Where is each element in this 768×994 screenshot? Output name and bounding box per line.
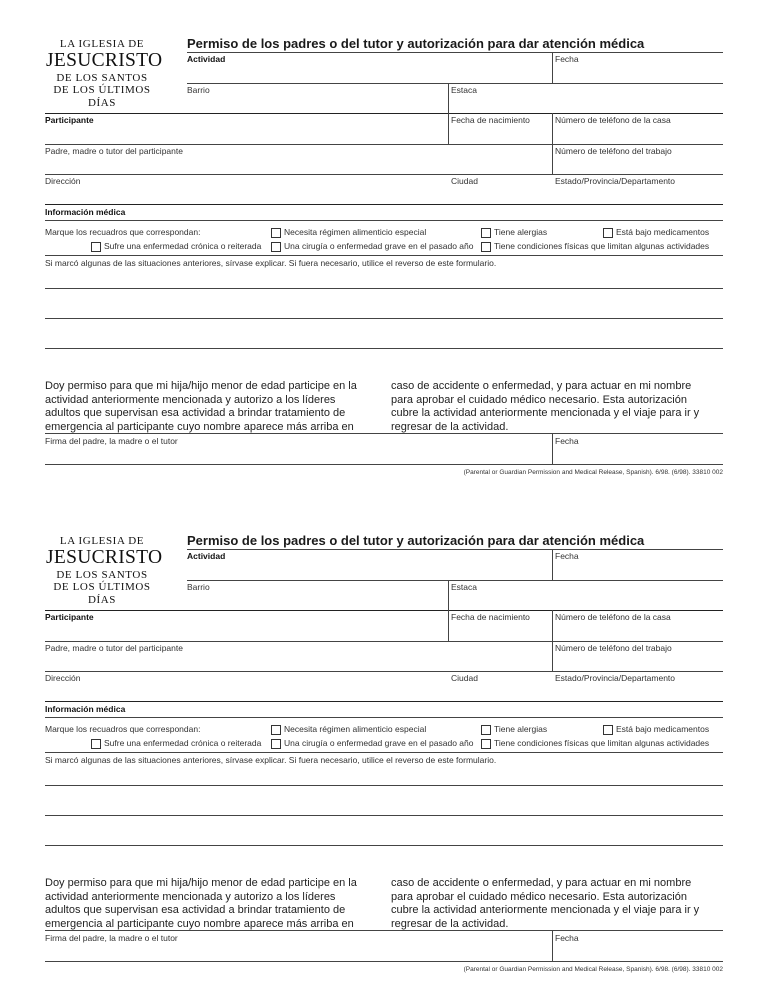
church-logo: [46, 38, 163, 110]
logo-line-2: JESUCRISTO: [46, 547, 163, 568]
logo-line-4: DE LOS ÚLTIMOS DÍAS: [53, 581, 151, 606]
padre-field[interactable]: [45, 671, 723, 672]
tel-casa-label: Número de teléfono de la casa: [555, 115, 671, 125]
estaca-label: Estaca: [451, 582, 477, 592]
ciudad-label: Ciudad: [451, 673, 478, 683]
actividad-label: Actividad: [187, 54, 226, 64]
option-condiciones: Tiene condiciones físicas que limitan algunas actividades: [494, 738, 710, 748]
direccion-field[interactable]: [45, 701, 723, 702]
form-footer: (Parental or Guardian Permission and Medical Release, Spanish). 6/98. (6/98). 33810 002: [463, 469, 723, 476]
barrio-field[interactable]: [45, 610, 723, 611]
permission-text-col2: caso de accidente o enfermedad, y para actuar en mi nombre para aprobar el cuidado médico necesario. Esta autorización cubre la actividad anteriormente mencionada y el viaje para ir y regresar de la actividad.: [391, 380, 700, 433]
checkbox-cronica[interactable]: [91, 739, 101, 749]
option-alergias: Tiene alergias: [494, 724, 548, 734]
logo-line-4: DE LOS ÚLTIMOS DÍAS: [53, 84, 151, 109]
direccion-label: Dirección: [45, 673, 81, 683]
checkbox-medicamentos[interactable]: [603, 725, 613, 735]
direccion-field[interactable]: [45, 204, 723, 205]
barrio-label: Barrio: [187, 582, 210, 592]
option-alergias: Tiene alergias: [494, 227, 548, 237]
checkbox-cronica[interactable]: [91, 242, 101, 252]
option-regimen: Necesita régimen alimenticio especial: [284, 227, 427, 237]
explain-line-3[interactable]: [45, 845, 723, 846]
firma-field[interactable]: [45, 464, 723, 465]
option-cronica: Sufre una enfermedad crónica o reiterada: [104, 738, 262, 748]
explain-label: Si marcó algunas de las situaciones anteriores, sírvase explicar. Si fuera necesario, utilice el reverso de este formulario.: [45, 258, 497, 268]
firma-fecha-label: Fecha: [555, 436, 579, 446]
padre-label: Padre, madre o tutor del participante: [45, 643, 183, 653]
option-cirugia: Una cirugía o enfermedad grave en el pasado año: [284, 738, 474, 748]
logo-line-2: JESUCRISTO: [46, 50, 163, 71]
logo-line-3: DE LOS SANTOS: [56, 72, 148, 84]
medical-instruction: Marque los recuadros que correspondan:: [45, 724, 201, 734]
explain-line-1[interactable]: [45, 785, 723, 786]
option-medicamentos: Está bajo medicamentos: [616, 227, 710, 237]
checkbox-medicamentos[interactable]: [603, 228, 613, 238]
barrio-field[interactable]: [45, 113, 723, 114]
participante-label: Participante: [45, 612, 94, 622]
checkbox-condiciones[interactable]: [481, 242, 491, 252]
permission-text-col2: caso de accidente o enfermedad, y para actuar en mi nombre para aprobar el cuidado médico necesario. Esta autorización cubre la actividad anteriormente mencionada y el viaje para ir y regresar de la actividad.: [391, 877, 700, 930]
checkbox-alergias[interactable]: [481, 228, 491, 238]
padre-field[interactable]: [45, 174, 723, 175]
padre-label: Padre, madre o tutor del participante: [45, 146, 183, 156]
actividad-field[interactable]: [187, 580, 723, 581]
logo-line-3: DE LOS SANTOS: [56, 569, 148, 581]
estado-label: Estado/Provincia/Departamento: [555, 176, 676, 186]
option-regimen: Necesita régimen alimenticio especial: [284, 724, 427, 734]
permission-text-col1: Doy permiso para que mi hija/hijo menor de edad participe en la actividad anteriormente mencionada y autorizo a los líderes adultos que supervisan esa actividad a brindar tratamiento de emergencia al participante cuyo nombre aparece más arriba en: [45, 877, 357, 930]
fecha-nacimiento-label: Fecha de nacimiento: [451, 612, 530, 622]
church-logo: [46, 535, 163, 607]
checkbox-cirugia[interactable]: [271, 242, 281, 252]
form-footer: (Parental or Guardian Permission and Medical Release, Spanish). 6/98. (6/98). 33810 002: [463, 966, 723, 973]
permission-text-col1: Doy permiso para que mi hija/hijo menor de edad participe en la actividad anteriormente mencionada y autorizo a los líderes adultos que supervisan esa actividad a brindar tratamiento de emergencia al participante cuyo nombre aparece más arriba en: [45, 380, 357, 433]
form-title: Permiso de los padres o del tutor y autorización para dar atención médica: [187, 36, 645, 51]
form-title: Permiso de los padres o del tutor y autorización para dar atención médica: [187, 533, 645, 548]
tel-trabajo-label: Número de teléfono del trabajo: [555, 146, 672, 156]
option-cirugia: Una cirugía o enfermedad grave en el pasado año: [284, 241, 474, 251]
fecha-nacimiento-label: Fecha de nacimiento: [451, 115, 530, 125]
barrio-label: Barrio: [187, 85, 210, 95]
explain-line-2[interactable]: [45, 318, 723, 319]
checkbox-alergias[interactable]: [481, 725, 491, 735]
firma-field[interactable]: [45, 961, 723, 962]
participante-field[interactable]: [45, 641, 723, 642]
checkbox-cirugia[interactable]: [271, 739, 281, 749]
explain-label: Si marcó algunas de las situaciones anteriores, sírvase explicar. Si fuera necesario, utilice el reverso de este formulario.: [45, 755, 497, 765]
option-condiciones: Tiene condiciones físicas que limitan algunas actividades: [494, 241, 710, 251]
participante-label: Participante: [45, 115, 94, 125]
option-cronica: Sufre una enfermedad crónica o reiterada: [104, 241, 262, 251]
fecha-label: Fecha: [555, 551, 579, 561]
actividad-label: Actividad: [187, 551, 226, 561]
checkbox-regimen[interactable]: [271, 228, 281, 238]
estado-label: Estado/Provincia/Departamento: [555, 673, 676, 683]
medical-heading: Información médica: [45, 207, 126, 217]
firma-label: Firma del padre, la madre o el tutor: [45, 436, 178, 446]
fecha-label: Fecha: [555, 54, 579, 64]
participante-field[interactable]: [45, 144, 723, 145]
explain-line-2[interactable]: [45, 815, 723, 816]
tel-trabajo-label: Número de teléfono del trabajo: [555, 643, 672, 653]
tel-casa-label: Número de teléfono de la casa: [555, 612, 671, 622]
explain-line-1[interactable]: [45, 288, 723, 289]
logo-line-1: LA IGLESIA DE: [59, 38, 145, 50]
option-medicamentos: Está bajo medicamentos: [616, 724, 710, 734]
ciudad-label: Ciudad: [451, 176, 478, 186]
actividad-field[interactable]: [187, 83, 723, 84]
medical-heading: Información médica: [45, 704, 126, 714]
explain-line-3[interactable]: [45, 348, 723, 349]
direccion-label: Dirección: [45, 176, 81, 186]
estaca-label: Estaca: [451, 85, 477, 95]
medical-instruction: Marque los recuadros que correspondan:: [45, 227, 201, 237]
permission-form-2: [0, 497, 768, 994]
checkbox-regimen[interactable]: [271, 725, 281, 735]
firma-fecha-label: Fecha: [555, 933, 579, 943]
checkbox-condiciones[interactable]: [481, 739, 491, 749]
firma-label: Firma del padre, la madre o el tutor: [45, 933, 178, 943]
logo-line-1: LA IGLESIA DE: [59, 535, 145, 547]
